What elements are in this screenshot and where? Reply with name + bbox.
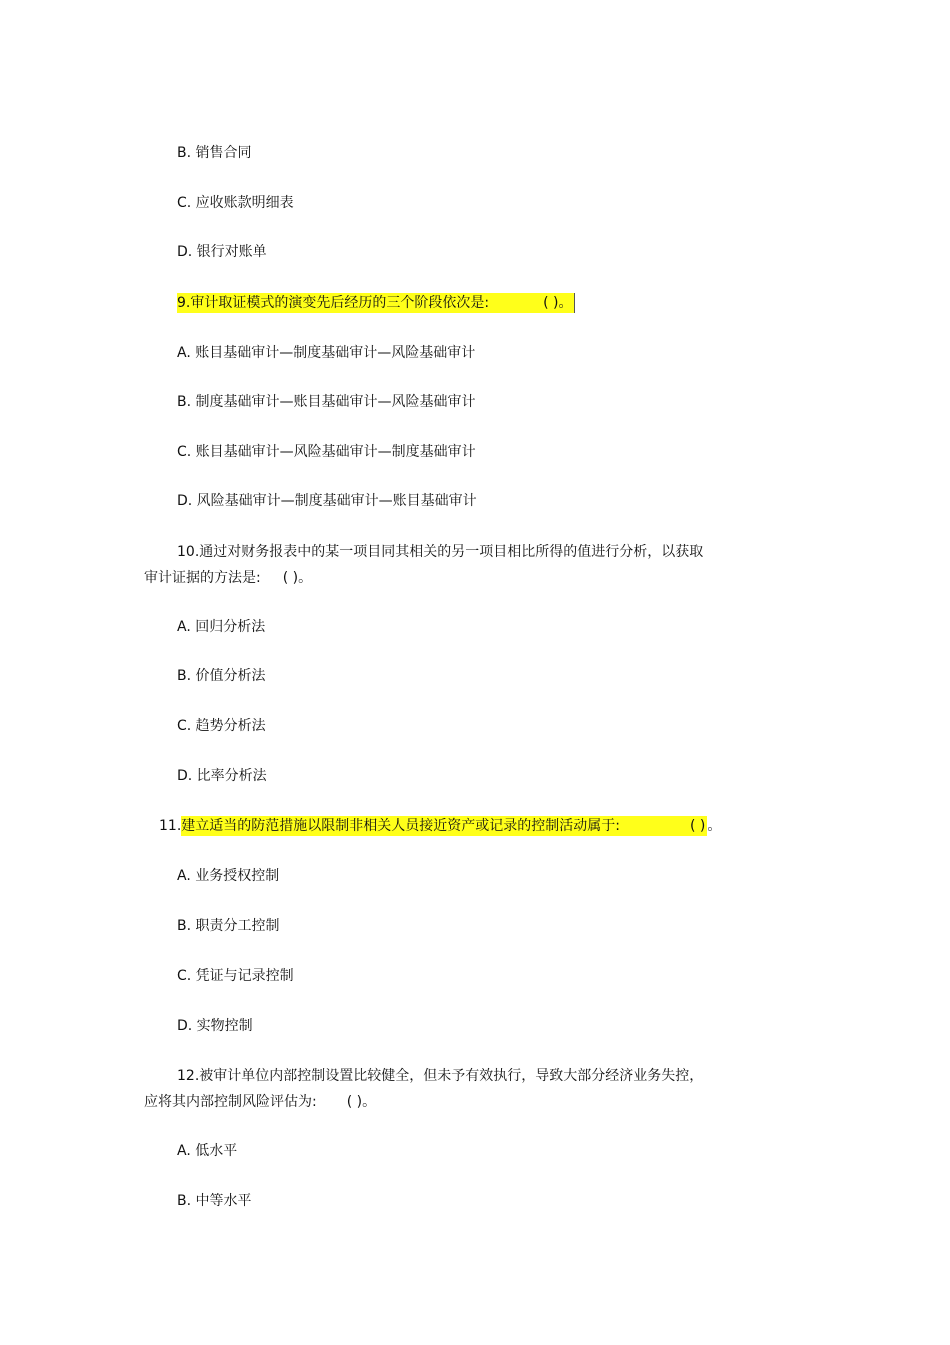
option-11c: C. 凭证与记录控制 [177, 968, 294, 984]
question-9 [177, 293, 575, 313]
option-11b: B. 职责分工控制 [177, 918, 280, 934]
question-11-stem: 建立适当的防范措施以限制非相关人员接近资产或记录的控制活动属于: [181, 818, 620, 834]
question-11-end: 。 [707, 818, 722, 834]
question-9-highlight [177, 293, 574, 313]
option-11a: A. 业务授权控制 [177, 868, 280, 884]
question-11 [159, 816, 721, 836]
question-10-paren: ( )。 [282, 570, 313, 586]
question-12-line-2 [144, 1092, 376, 1112]
option-10d: D. 比率分析法 [177, 768, 267, 784]
question-12-stem-2: 应将其内部控制风险评估为: [144, 1094, 317, 1110]
option-10b: B. 价值分析法 [177, 668, 266, 684]
option-9a: A. 账目基础审计—制度基础审计—风险基础审计 [177, 345, 476, 361]
question-9-paren: ( )。 [543, 295, 573, 311]
option-9b: B. 制度基础审计—账目基础审计—风险基础审计 [177, 394, 476, 410]
question-10-stem-2: 审计证据的方法是: [144, 570, 261, 586]
question-11-paren: ( ) [689, 818, 706, 834]
option-10c: C. 趋势分析法 [177, 718, 266, 734]
option-8d: D. 银行对账单 [177, 244, 267, 260]
option-12b: B. 中等水平 [177, 1193, 252, 1209]
question-9-stem: 9.审计取证模式的演变先后经历的三个阶段依次是: [177, 295, 490, 311]
cursor-mark [574, 293, 575, 313]
option-12a: A. 低水平 [177, 1143, 238, 1159]
option-8b: B. 销售合同 [177, 145, 252, 161]
question-11-highlight [181, 816, 707, 836]
question-10-line-1: 10.通过对财务报表中的某一项目同其相关的另一项目相比所得的值进行分析，以获取 [177, 544, 704, 560]
option-10a: A. 回归分析法 [177, 619, 266, 635]
option-9c: C. 账目基础审计—风险基础审计—制度基础审计 [177, 444, 476, 460]
option-11d: D. 实物控制 [177, 1018, 253, 1034]
question-11-number: 11. [159, 818, 182, 834]
question-12-line-1: 12.被审计单位内部控制设置比较健全，但未予有效执行，导致大部分经济业务失控， [177, 1068, 704, 1084]
question-12-paren: ( )。 [346, 1094, 377, 1110]
option-9d: D. 风险基础审计—制度基础审计—账目基础审计 [177, 493, 477, 509]
question-10-line-2 [144, 568, 312, 588]
option-8c: C. 应收账款明细表 [177, 195, 294, 211]
